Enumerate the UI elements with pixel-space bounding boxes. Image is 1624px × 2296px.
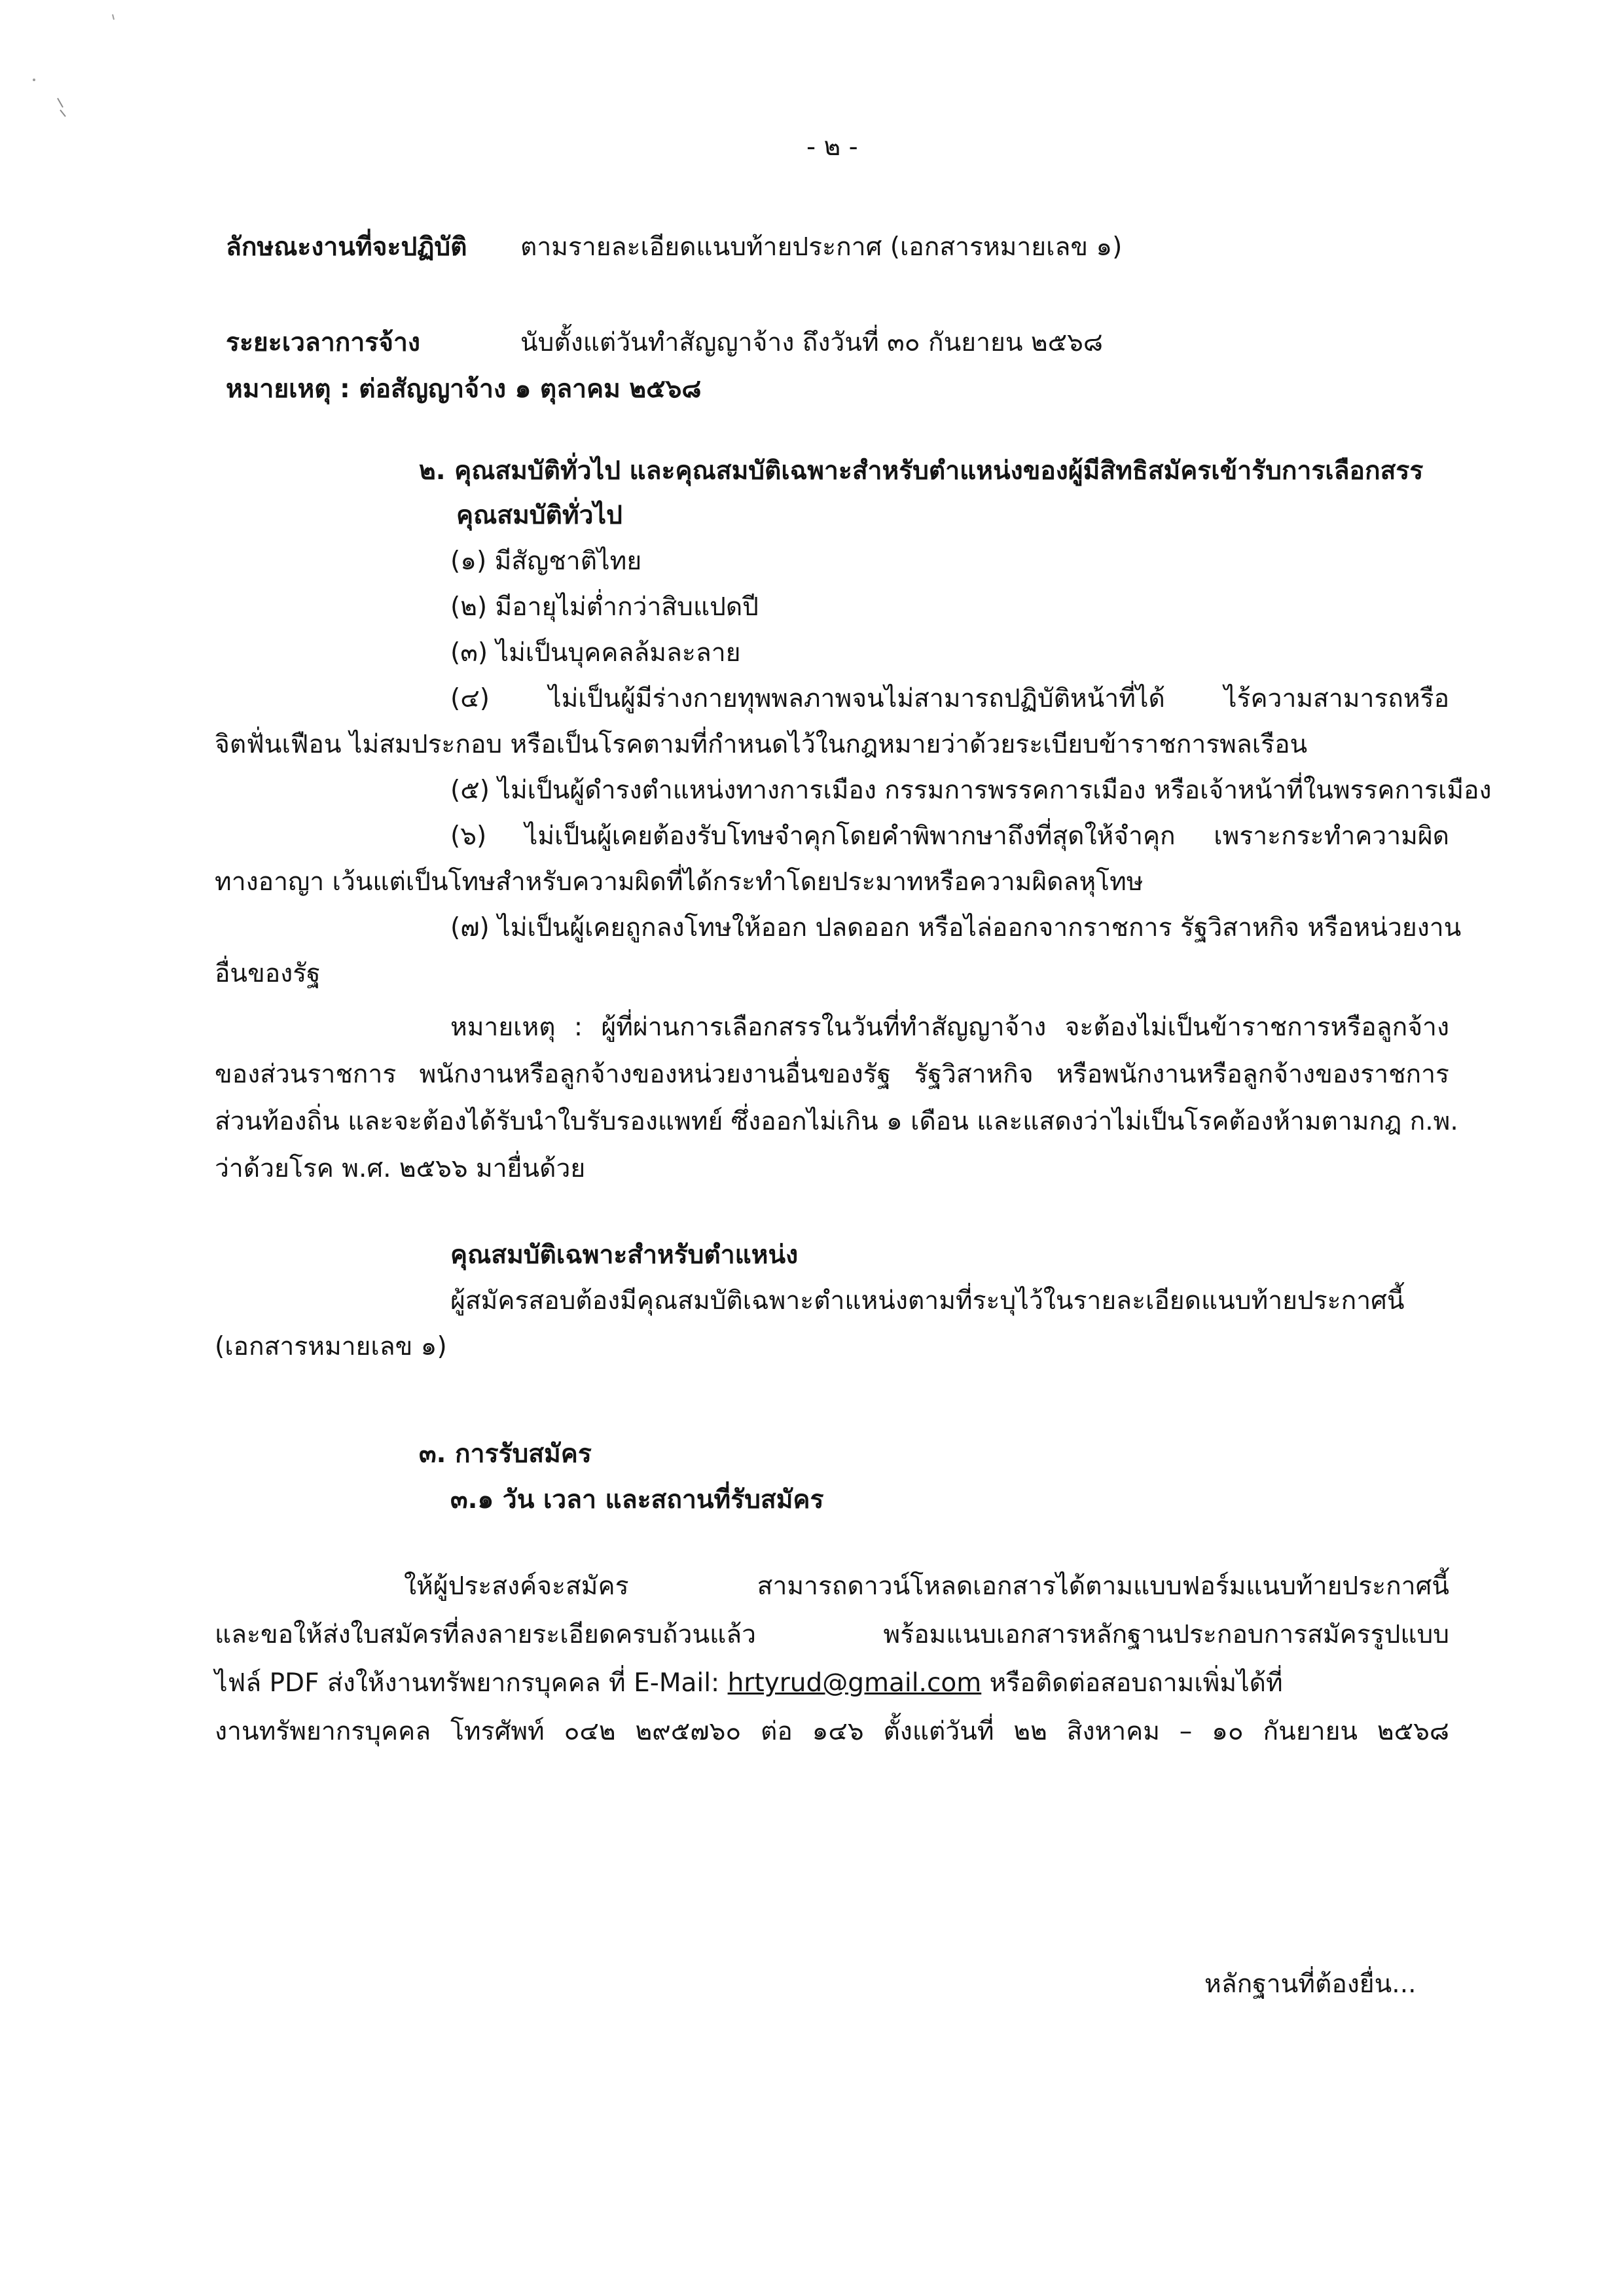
qualification-item-6-line2: ทางอาญา เว้นแต่เป็นโทษสำหรับความผิดที่ได้กระทำโดยประมาทหรือความผิดลหุโทษ (215, 867, 1144, 897)
application-paragraph-line1: ให้ผู้ประสงค์จะสมัคร สามารถดาวน์โหลดเอกสารได้ตามแบบฟอร์มแนบท้ายประกาศนี้ (404, 1571, 1449, 1601)
general-qualifications-heading: คุณสมบัติทั่วไป (456, 501, 623, 530)
remark-line3: ส่วนท้องถิ่น และจะต้องได้รับนำใบรับรองแพทย์ ซึ่งออกไม่เกิน ๑ เดือน และแสดงว่าไม่เป็นโรคต้องห้ามตามกฎ ก.พ. (215, 1107, 1458, 1136)
specific-qualifications-line1: ผู้สมัครสอบต้องมีคุณสมบัติเฉพาะตำแหน่งตามที่ระบุไว้ในรายละเอียดแนบท้ายประกาศนี้ (450, 1286, 1405, 1316)
remark-line2: ของส่วนราชการ พนักงานหรือลูกจ้างของหน่วยงานอื่นของรัฐ รัฐวิสาหกิจ หรือพนักงานหรือลูกจ้างของราชการ (215, 1060, 1449, 1089)
section2-heading: ๒. คุณสมบัติทั่วไป และคุณสมบัติเฉพาะสำหรับตำแหน่งของผู้มีสิทธิสมัครเข้ารับการเลือกสรร (419, 456, 1424, 486)
qualification-item-4-line2: จิตฟั่นเฟือน ไม่สมประกอบ หรือเป็นโรคตามที่กำหนดไว้ในกฎหมายว่าด้วยระเบียบข้าราชการพลเรือน (215, 730, 1308, 759)
application-paragraph-line3-text: ไฟล์ PDF ส่งให้งานทรัพยากรบุคคล ที่ E-Mail: (215, 1668, 720, 1698)
qualification-item-4-line1: (๔) ไม่เป็นผู้มีร่างกายทุพพลภาพจนไม่สามารถปฏิบัติหน้าที่ได้ ไร้ความสามารถหรือ (450, 684, 1449, 713)
employment-period-label: ระยะเวลาการจ้าง (226, 328, 420, 357)
application-paragraph-line2: และขอให้ส่งใบสมัครที่ลงลายระเอียดครบถ้วนแล้ว พร้อมแนบเอกสารหลักฐานประกอบการสมัครรูปแบบ (215, 1620, 1449, 1649)
qualification-item-6-line1: (๖) ไม่เป็นผู้เคยต้องรับโทษจำคุกโดยคำพิพากษาถึงที่สุดให้จำคุก เพราะกระทำความผิด (450, 821, 1449, 851)
application-paragraph-line4: งานทรัพยากรบุคคล โทรศัพท์ ๐๔๒ ๒๙๕๗๖๐ ต่อ ๑๔๖ ตั้งแต่วันที่ ๒๒ สิงหาคม – ๑๐ กันยายน ๒๕๖๘ (215, 1717, 1449, 1746)
remark-line4: ว่าด้วยโรค พ.ศ. ๒๕๖๖ มายื่นด้วย (215, 1154, 586, 1183)
section3-heading: ๓. การรับสมัคร (419, 1439, 592, 1469)
employment-note: หมายเหตุ : ต่อสัญญาจ้าง ๑ ตุลาคม ๒๕๖๘ (226, 374, 702, 404)
specific-qualifications-line2: (เอกสารหมายเลข ๑) (215, 1332, 447, 1361)
page-number: - ๒ - (806, 132, 858, 162)
qualification-item-1: (๑) มีสัญชาติไทย (450, 547, 642, 576)
remark-line1: หมายเหตุ : ผู้ที่ผ่านการเลือกสรรในวันที่ทำสัญญาจ้าง จะต้องไม่เป็นข้าราชการหรือลูกจ้าง (450, 1013, 1449, 1042)
qualification-item-2: (๒) มีอายุไม่ต่ำกว่าสิบแปดปี (450, 592, 759, 622)
employment-period-value: นับตั้งแต่วันทำสัญญาจ้าง ถึงวันที่ ๓๐ กันยายน ๒๕๖๘ (520, 328, 1103, 357)
application-paragraph-line3 (215, 1664, 1283, 1703)
specific-qualifications-heading: คุณสมบัติเฉพาะสำหรับตำแหน่ง (450, 1240, 799, 1270)
continuation-text: หลักฐานที่ต้องยื่น... (1204, 1969, 1416, 1999)
qualification-item-7-line2: อื่นของรัฐ (215, 959, 321, 988)
job-nature-label: ลักษณะงานที่จะปฏิบัติ (226, 232, 467, 262)
hr-email-link[interactable]: hrtyrud@gmail.com (727, 1668, 982, 1698)
qualification-item-3: (๓) ไม่เป็นบุคคลล้มละลาย (450, 638, 741, 668)
scan-specks (0, 0, 131, 144)
qualification-item-7-line1: (๗) ไม่เป็นผู้เคยถูกลงโทษให้ออก ปลดออก หรือไล่ออกจากราชการ รัฐวิสาหกิจ หรือหน่วยงาน (450, 913, 1462, 942)
qualification-item-5: (๕) ไม่เป็นผู้ดำรงตำแหน่งทางการเมือง กรรมการพรรคการเมือง หรือเจ้าหน้าที่ในพรรคการเมือง (450, 776, 1492, 805)
section3-1-heading: ๓.๑ วัน เวลา และสถานที่รับสมัคร (450, 1485, 824, 1515)
application-paragraph-line3-tail: หรือติดต่อสอบถามเพิ่มได้ที่ (989, 1668, 1283, 1698)
job-nature-value: ตามรายละเอียดแนบท้ายประกาศ (เอกสารหมายเลข ๑) (520, 232, 1123, 262)
